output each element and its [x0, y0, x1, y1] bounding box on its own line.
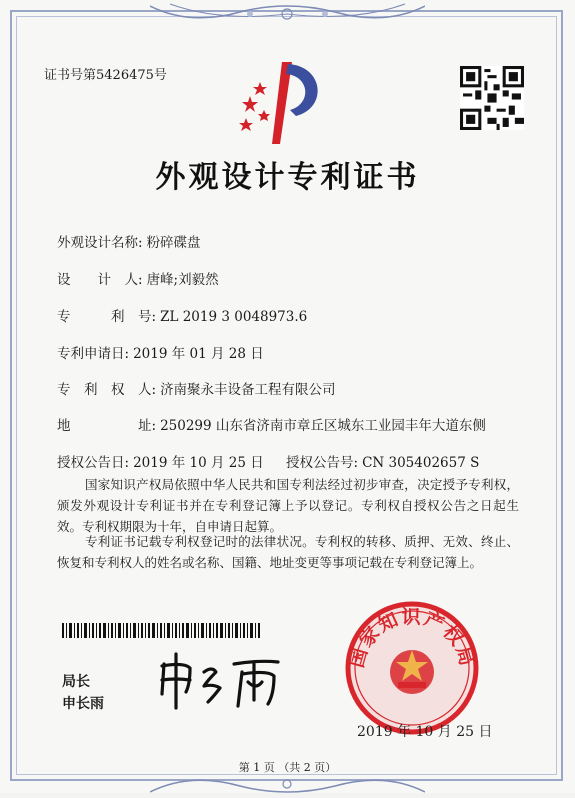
design-name-row: [57, 231, 201, 251]
filing-date-value: 2019 年 01 月 28 日: [133, 346, 264, 362]
legal-status-paragraph: 专利证书记载专利权登记时的法律状况。专利权的转移、质押、无效、终止、恢复和专利权人的姓名或名称、国籍、地址变更等事项记载在专利登记簿上。: [57, 534, 519, 570]
barcode-icon: [62, 623, 260, 638]
signer-title: 局长: [62, 674, 90, 690]
certificate-title: 外观设计专利证书: [155, 160, 420, 195]
patent-number-row: [57, 305, 307, 325]
design-name-label: 外观设计名称:: [57, 235, 143, 251]
filing-date-row: [57, 342, 264, 362]
designer-row: [57, 268, 219, 288]
seal-text: 国家知识产权局: [345, 606, 479, 671]
design-name-value: 粉碎碟盘: [146, 235, 201, 251]
designer-label: 设 计 人:: [57, 272, 143, 288]
svg-text:国家知识产权局: [346, 605, 479, 670]
grant-date-label: 授权公告日:: [57, 455, 130, 471]
seal-date: 2019 年 10 月 25 日: [357, 724, 493, 740]
patentee-label: 专 利 权 人:: [57, 382, 157, 398]
address-label: 地 址:: [57, 418, 157, 434]
page-number: 第 1 页 （共 2 页）: [238, 761, 337, 774]
grant-number-row: [286, 451, 479, 471]
patentee-row: [57, 378, 336, 398]
grant-date-row: [57, 451, 264, 471]
designer-value: 唐峰;刘毅然: [146, 272, 219, 288]
signer-name: 申长雨: [62, 696, 104, 712]
patent-number-value: ZL 2019 3 0048973.6: [160, 309, 308, 325]
grant-number-label: 授权公告号:: [286, 455, 359, 471]
patentee-value: 济南聚永丰设备工程有限公司: [160, 382, 336, 398]
grant-date-value: 2019 年 10 月 25 日: [133, 455, 264, 471]
filing-date-label: 专利申请日:: [57, 346, 130, 362]
seal-lettering: [342, 598, 482, 738]
grant-paragraph: 国家知识产权局依照中华人民共和国专利法经过初步审查，决定授予专利权，颁发外观设计专利证书并在专利登记簿上予以登记。专利权自授权公告之日起生效。专利权期限为十年，自申请日起算。: [57, 477, 519, 534]
address-row: [57, 414, 486, 434]
cnipa-logo-icon: [236, 56, 328, 148]
grant-number-value: CN 305402657 S: [362, 455, 480, 471]
address-value: 250299 山东省济南市章丘区城东工业园丰年大道东侧: [160, 418, 486, 434]
patent-number-label: 专 利 号:: [57, 309, 157, 325]
handwritten-signature: [150, 650, 290, 710]
top-ornament-icon: [150, 0, 425, 28]
certificate-number: 证书号第5426475号: [44, 68, 167, 83]
qr-code-icon: [460, 66, 524, 130]
